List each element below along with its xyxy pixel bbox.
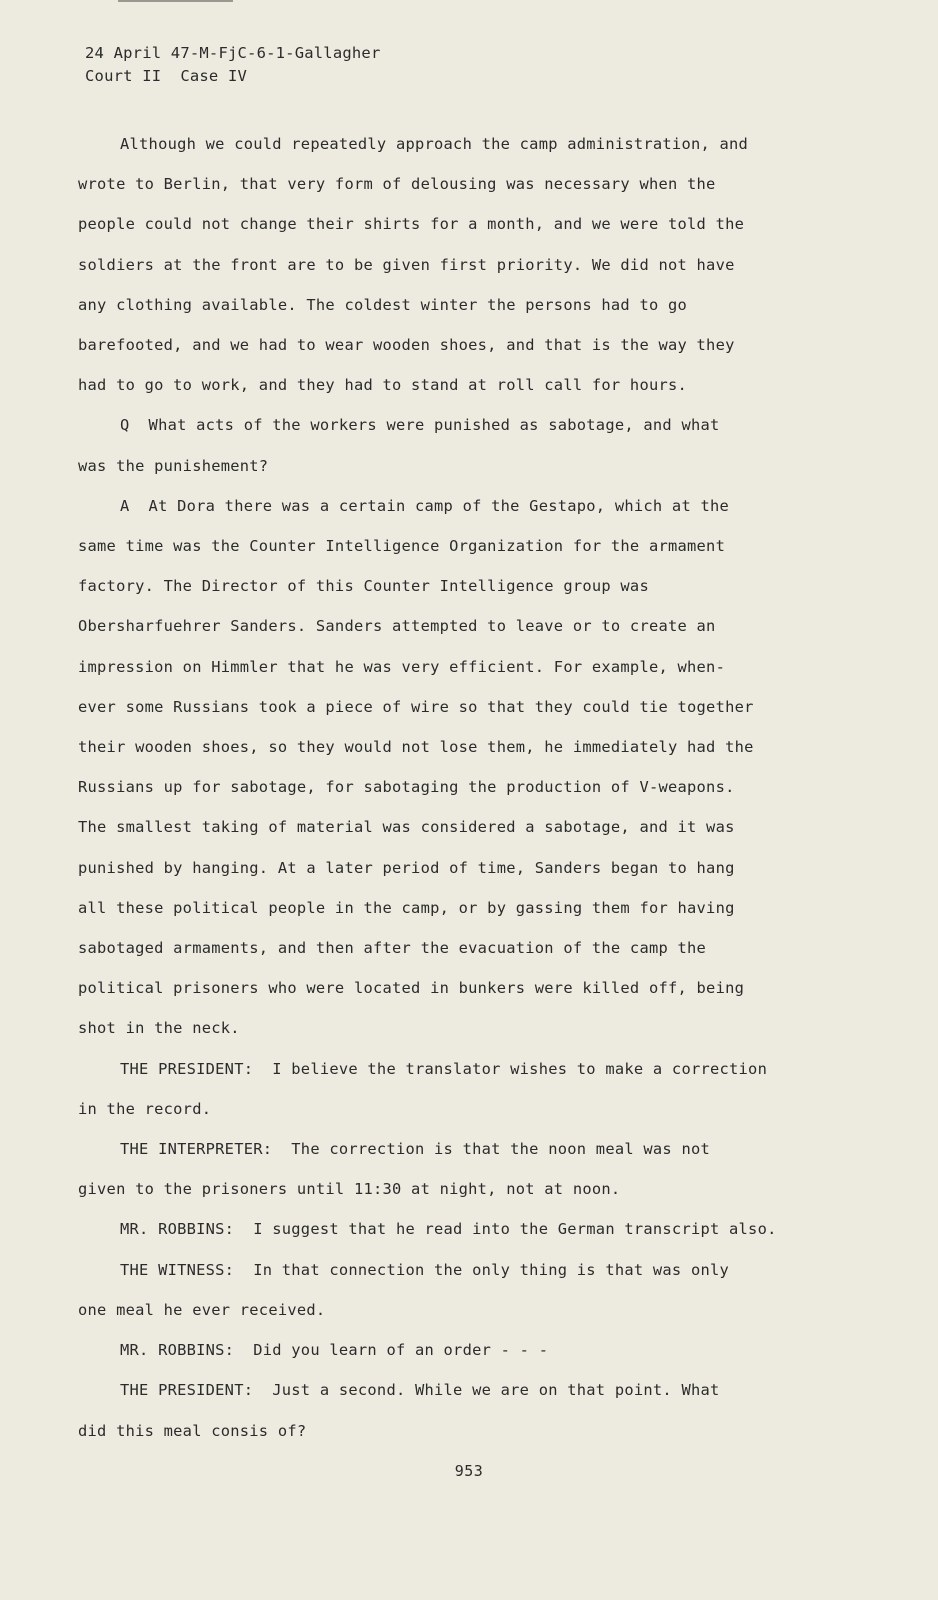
text-line: all these political people in the camp, or by gassing them for having: [78, 898, 735, 917]
text-line: their wooden shoes, so they would not lose them, he immediately had the: [78, 738, 754, 757]
text-line: in the record.: [78, 1099, 212, 1118]
speaker-line: THE PRESIDENT: I believe the translator wishes to make a correction: [120, 1059, 768, 1078]
transcript-body: [78, 124, 838, 1451]
text-line: Russians up for sabotage, for sabotaging the production of V-weapons.: [78, 778, 735, 797]
text-line: Although we could repeatedly approach the camp administration, and: [120, 135, 749, 153]
text-line: The smallest taking of material was considered a sabotage, and it was: [78, 818, 735, 837]
speaker-line: THE PRESIDENT: Just a second. While we are on that point. What: [120, 1381, 720, 1400]
header-date-line: 24 April 47-M-FjC-6-1-Gallagher: [85, 44, 381, 62]
text-line: given to the prisoners until 11:30 at night, not at noon.: [78, 1180, 621, 1199]
text-line: wrote to Berlin, that very form of delousing was necessary when the: [78, 175, 716, 194]
answer-line: A At Dora there was a certain camp of the Gestapo, which at the: [120, 496, 730, 515]
text-line: any clothing available. The coldest winter the persons had to go: [78, 295, 688, 314]
speaker-line: THE INTERPRETER: The correction is that the noon meal was not: [120, 1140, 710, 1159]
speaker-line: MR. ROBBINS: Did you learn of an order - - -: [120, 1341, 549, 1360]
text-line: did this meal consis of?: [78, 1421, 307, 1440]
text-line: shot in the neck.: [78, 1019, 240, 1038]
text-line: barefooted, and we had to wear wooden shoes, and that is the way they: [78, 336, 735, 355]
text-line: Obersharfuehrer Sanders. Sanders attempted to leave or to create an: [78, 617, 716, 636]
text-line: factory. The Director of this Counter Intelligence group was: [78, 577, 649, 596]
text-line: ever some Russians took a piece of wire so that they could tie together: [78, 697, 754, 716]
text-line: impression on Himmler that he was very efficient. For example, when-: [78, 657, 726, 676]
text-line: one meal he ever received.: [78, 1300, 326, 1319]
text-line: was the punishement?: [78, 456, 269, 475]
page-number: 953: [454, 1462, 484, 1480]
header-court-line: Court II Case IV: [85, 67, 248, 85]
speaker-line: MR. ROBBINS: I suggest that he read into the German transcript also.: [120, 1220, 777, 1239]
text-line: punished by hanging. At a later period of time, Sanders began to hang: [78, 858, 735, 877]
speaker-line: THE WITNESS: In that connection the only thing is that was only: [120, 1260, 730, 1279]
page-edge-mark: [118, 0, 233, 2]
text-line: political prisoners who were located in bunkers were killed off, being: [78, 979, 745, 998]
text-line: had to go to work, and they had to stand at roll call for hours.: [78, 376, 688, 395]
text-line: soldiers at the front are to be given first priority. We did not have: [78, 255, 735, 274]
text-line: people could not change their shirts for a month, and we were told the: [78, 215, 745, 234]
text-line: sabotaged armaments, and then after the evacuation of the camp the: [78, 939, 707, 958]
page-header: [85, 42, 381, 88]
text-line: same time was the Counter Intelligence Organization for the armament: [78, 537, 726, 556]
question-line: Q What acts of the workers were punished as sabotage, and what: [120, 416, 720, 435]
